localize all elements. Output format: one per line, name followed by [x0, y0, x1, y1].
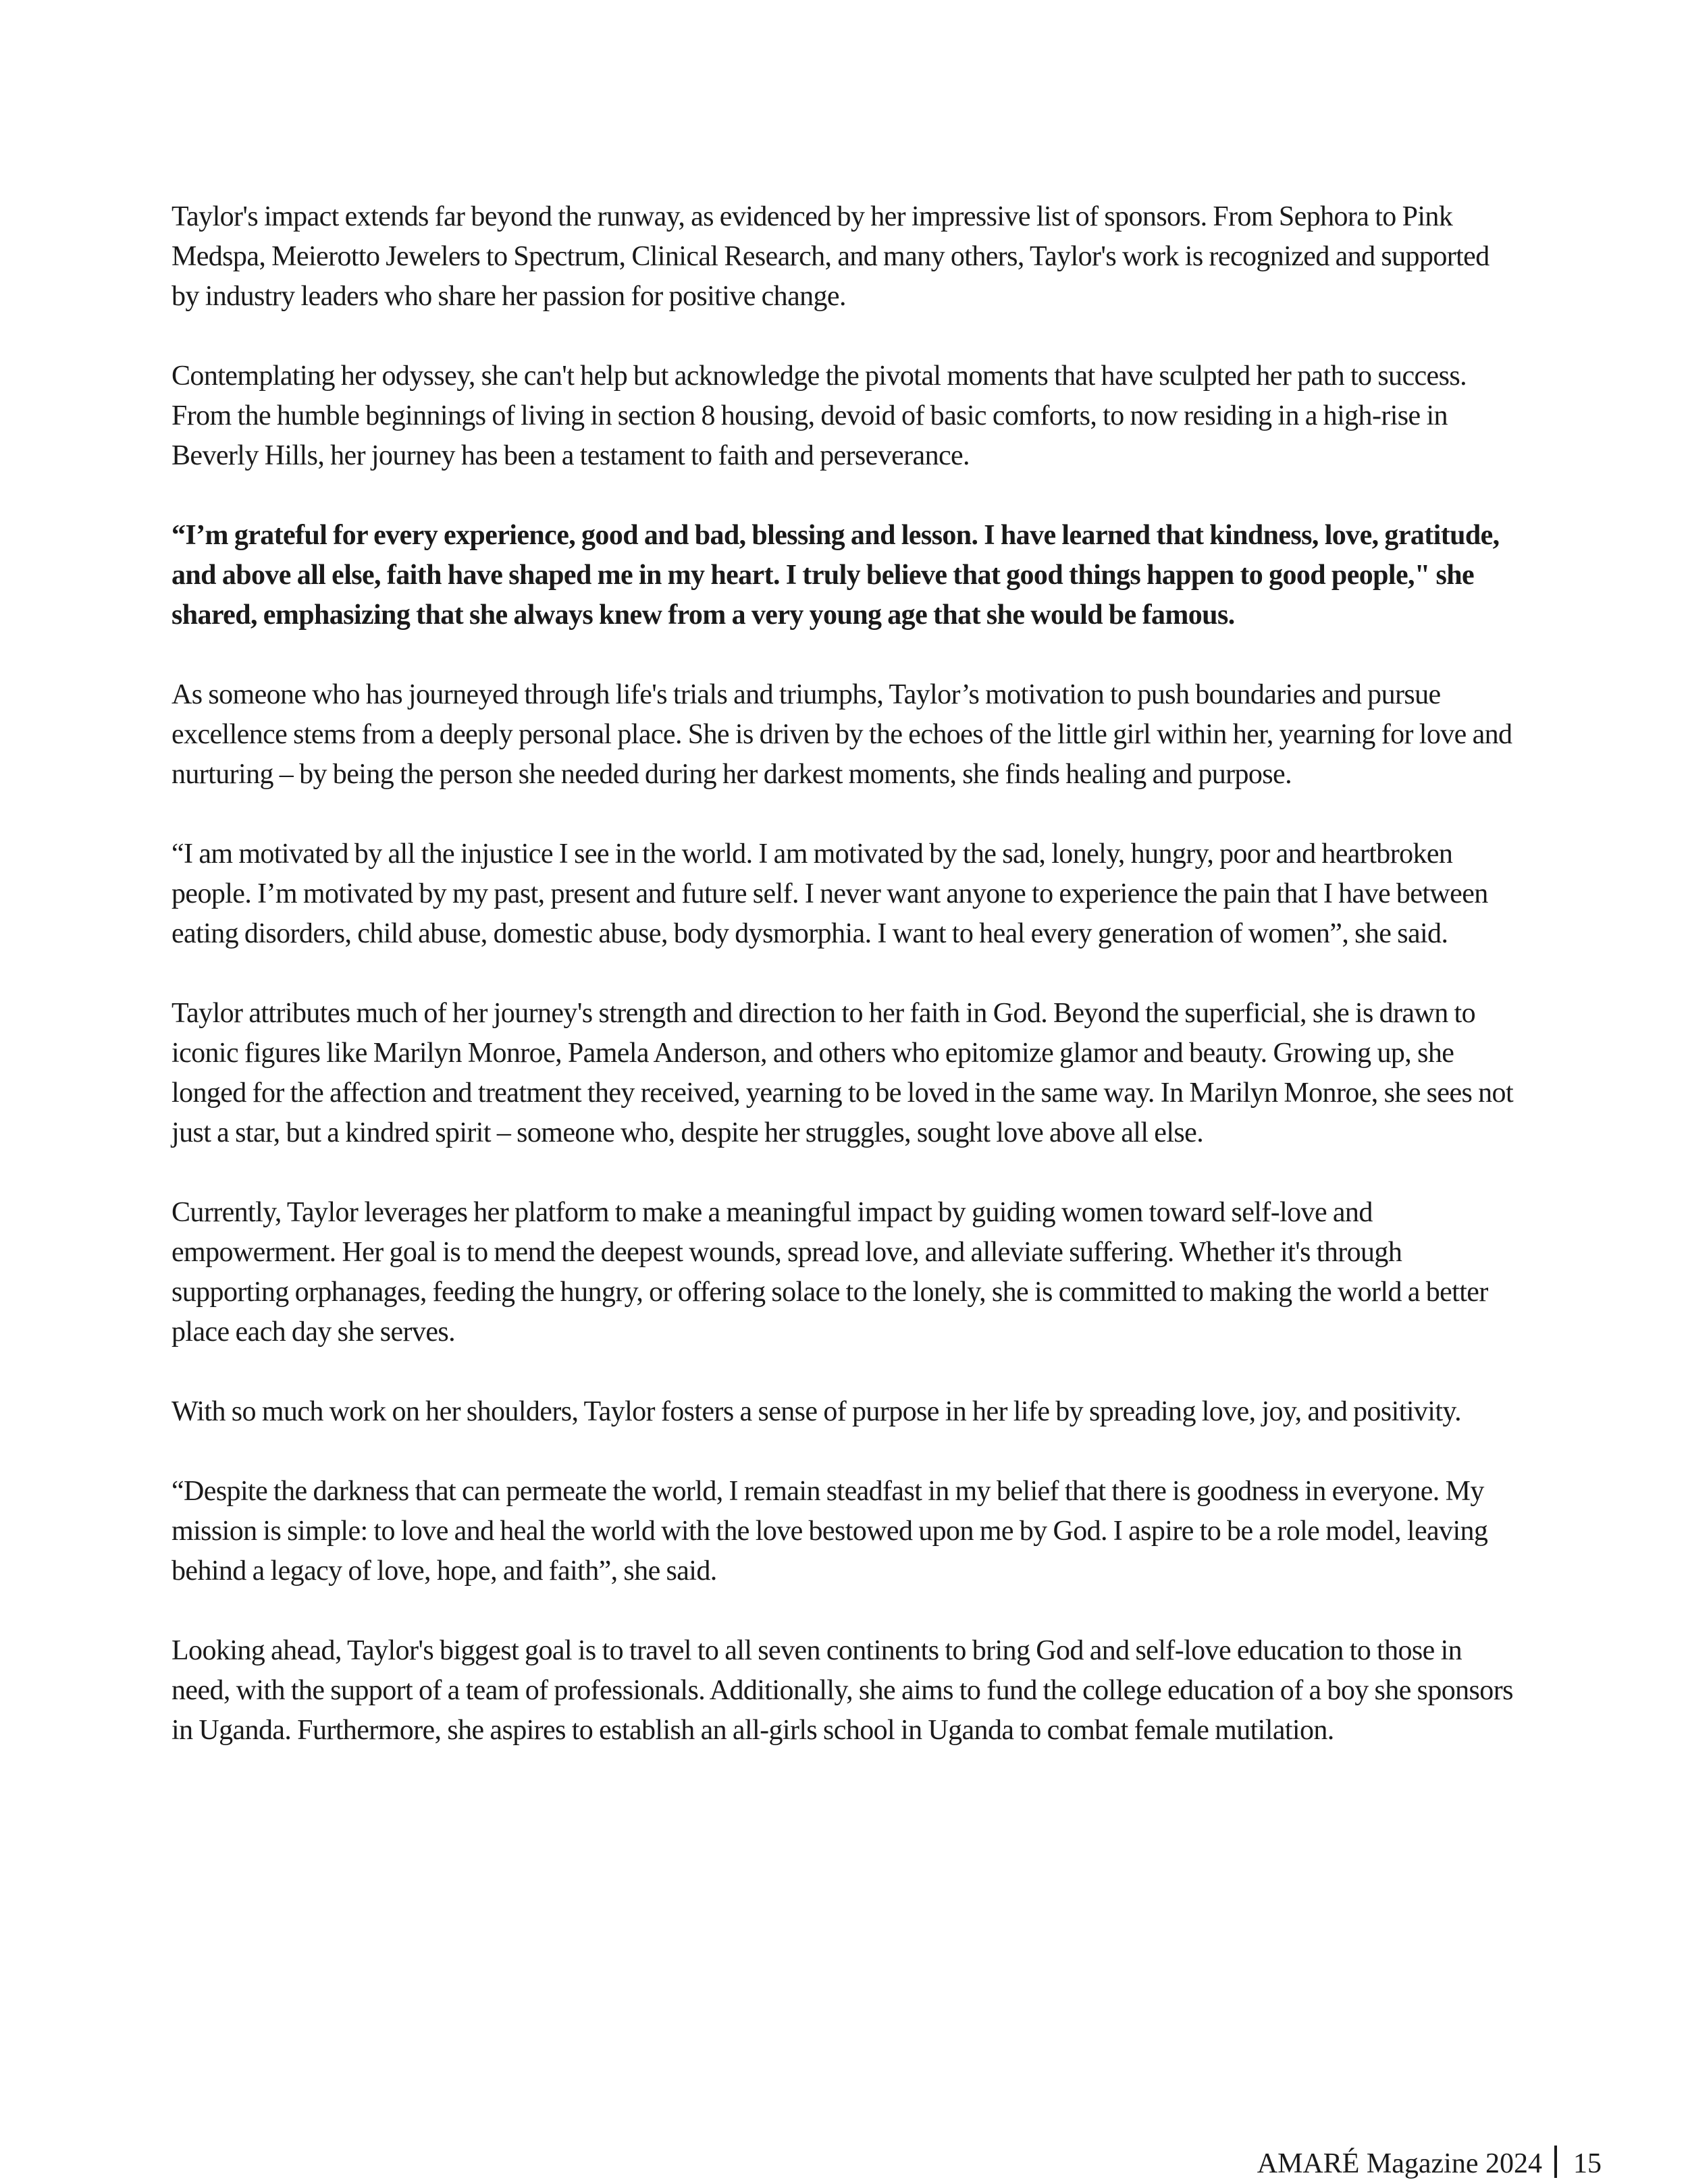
publication-name: AMARÉ Magazine 2024: [1257, 2148, 1542, 2179]
paragraph-purpose: With so much work on her shoulders, Taylor fosters a sense of purpose in her life by spreading love, joy, and positivity.: [172, 1396, 1461, 1427]
paragraph-goals: Looking ahead, Taylor's biggest goal is to travel to all seven continents to bring God and self-love education to those in need, with the support of a team of professionals. Additionally, she aims to fund the college education of a boy she sponsors in Uganda. Furthermore, she aspires to establish an all-girls school in Uganda to combat female mutilation.: [172, 1635, 1513, 1746]
footer-divider: [1554, 2146, 1557, 2178]
pull-quote-grateful: “I’m grateful for every experience, good and bad, blessing and lesson. I have learned that kindness, love, gratitude, and above all else, faith have shaped me in my heart. I truly believe that good things happen to good people," she shared, emphasizing that she always knew from a very young age that she would be famous.: [172, 520, 1500, 631]
paragraph-motivation: As someone who has journeyed through life's trials and triumphs, Taylor’s motivation to push boundaries and pursue excellence stems from a deeply personal place. She is driven by the echoes of the little girl within her, yearning for love and nurturing – by being the person she needed during her darkest moments, she finds healing and purpose.: [172, 679, 1512, 790]
article-body: [172, 197, 1515, 1751]
paragraph-platform-impact: Currently, Taylor leverages her platform to make a meaningful impact by guiding women toward self-love and empowerment. Her goal is to mend the deepest wounds, spread love, and alleviate suffering. Whether it's through supporting orphanages, feeding the hungry, or offering solace to the lonely, she is committed to making the world a better place each day she serves.: [172, 1197, 1488, 1348]
paragraph-odyssey: Contemplating her odyssey, she can't help but acknowledge the pivotal moments that have sculpted her path to success. From the humble beginnings of living in section 8 housing, devoid of basic comforts, to now residing in a high-rise in Beverly Hills, her journey has been a testament to faith and perseverance.: [172, 361, 1467, 471]
page-footer: [1257, 2146, 1602, 2181]
paragraph-sponsors: Taylor's impact extends far beyond the runway, as evidenced by her impressive list of sponsors. From Sephora to Pink Medspa, Meierotto Jewelers to Spectrum, Clinical Research, and many others, Taylor's work is recognized and supported by industry leaders who share her passion for positive change.: [172, 201, 1489, 312]
quote-mission: “Despite the darkness that can permeate the world, I remain steadfast in my belief that there is goodness in everyone. My mission is simple: to love and heal the world with the love bestowed upon me by God. I aspire to be a role model, leaving behind a legacy of love, hope, and faith”, she said.: [172, 1476, 1488, 1587]
quote-injustice: “I am motivated by all the injustice I see in the world. I am motivated by the sad, lonely, hungry, poor and heartbroken people. I’m motivated by my past, present and future self. I never want anyone to experience the pain that I have between eating disorders, child abuse, domestic abuse, body dysmorphia. I want to heal every generation of women”, she said.: [172, 838, 1488, 949]
paragraph-faith-icons: Taylor attributes much of her journey's strength and direction to her faith in God. Beyond the superficial, she is drawn to iconic figures like Marilyn Monroe, Pamela Anderson, and others who epitomize glamor and beauty. Growing up, she longed for the affection and treatment they received, yearning to be loved in the same way. In Marilyn Monroe, she sees not just a star, but a kindred spirit – someone who, despite her struggles, sought love above all else.: [172, 998, 1514, 1148]
page-number: 15: [1573, 2148, 1602, 2179]
